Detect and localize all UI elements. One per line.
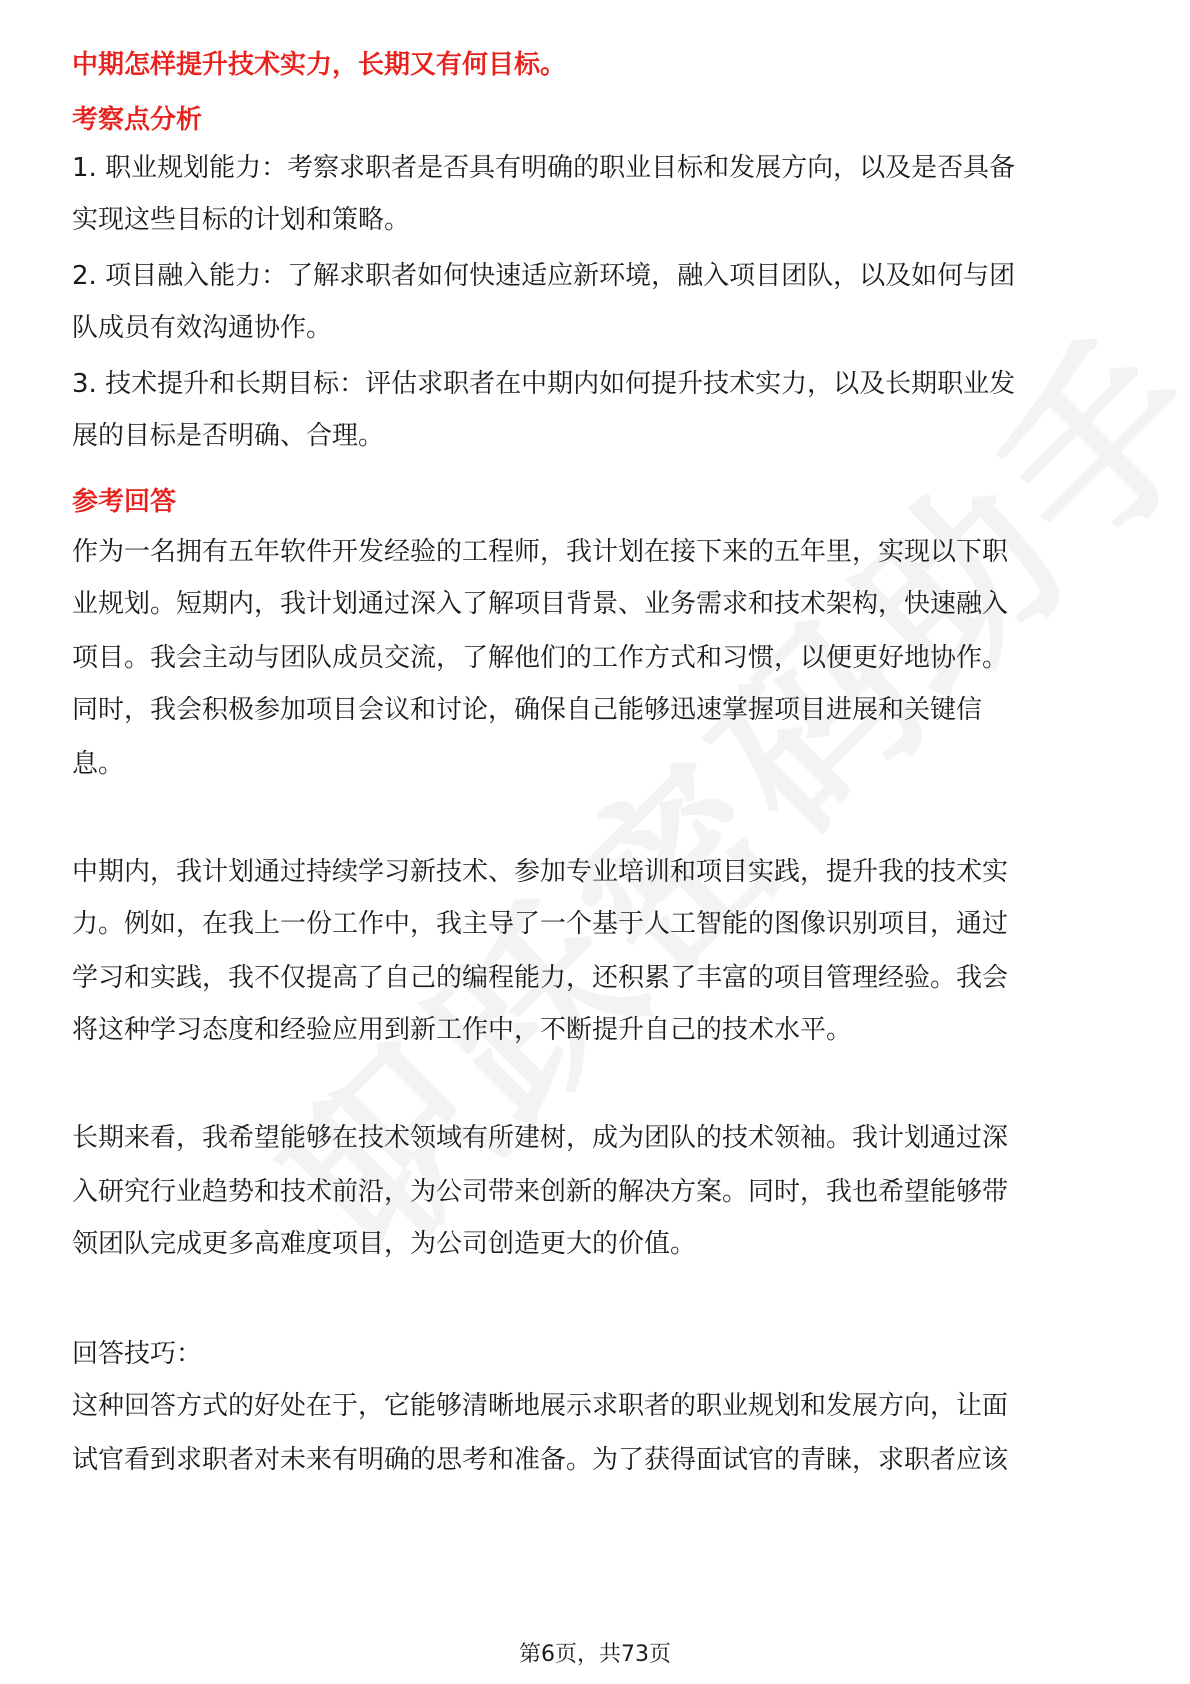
answer-paragraph-line: 中期内，我计划通过持续学习新技术、参加专业培训和项目实践，提升我的技术实 — [72, 857, 1009, 887]
analysis-line: 2. 项目融入能力：了解求职者如何快速适应新环境，融入项目团队，以及如何与团 — [72, 261, 1016, 291]
analysis-line: 实现这些目标的计划和策略。 — [72, 205, 411, 235]
answer-heading: 参考回答 — [72, 487, 177, 517]
analysis-line: 3. 技术提升和长期目标：评估求职者在中期内如何提升技术实力，以及长期职业发 — [72, 369, 1016, 399]
answer-paragraph-line: 业规划。短期内，我计划通过深入了解项目背景、业务需求和技术架构，快速融入 — [72, 589, 1009, 619]
answer-paragraph-line: 领团队完成更多高难度项目，为公司创造更大的价值。 — [72, 1229, 697, 1259]
tips-line: 试官看到求职者对未来有明确的思考和准备。为了获得面试官的青睐，求职者应该 — [72, 1445, 1009, 1475]
answer-paragraph-line: 作为一名拥有五年软件开发经验的工程师，我计划在接下来的五年里，实现以下职 — [72, 537, 1009, 567]
page-footer: 第6页，共73页 — [519, 1642, 671, 1667]
answer-paragraph-line: 力。例如，在我上一份工作中，我主导了一个基于人工智能的图像识别项目，通过 — [72, 909, 1009, 939]
answer-paragraph-line: 项目。我会主动与团队成员交流，了解他们的工作方式和习惯，以便更好地协作。 — [72, 643, 1009, 673]
answer-paragraph-line: 将这种学习态度和经验应用到新工作中，不断提升自己的技术水平。 — [72, 1015, 853, 1045]
answer-paragraph-line: 学习和实践，我不仅提高了自己的编程能力，还积累了丰富的项目管理经验。我会 — [72, 963, 1009, 993]
analysis-line: 1. 职业规划能力：考察求职者是否具有明确的职业目标和发展方向，以及是否具备 — [72, 153, 1016, 183]
answer-paragraph-line: 息。 — [72, 749, 125, 779]
answer-paragraph-line: 同时，我会积极参加项目会议和讨论，确保自己能够迅速掌握项目进展和关键信 — [72, 695, 983, 725]
analysis-line: 展的目标是否明确、合理。 — [72, 421, 385, 451]
answer-paragraph-line: 长期来看，我希望能够在技术领域有所建树，成为团队的技术领袖。我计划通过深 — [72, 1123, 1009, 1153]
tips-heading: 回答技巧： — [72, 1339, 203, 1369]
analysis-heading: 考察点分析 — [72, 105, 203, 135]
answer-paragraph-line: 入研究行业趋势和技术前沿，为公司带来创新的解决方案。同时，我也希望能够带 — [72, 1177, 1009, 1207]
tips-line: 这种回答方式的好处在于，它能够清晰地展示求职者的职业规划和发展方向，让面 — [72, 1391, 1009, 1421]
analysis-line: 队成员有效沟通协作。 — [72, 313, 333, 343]
question-tail: 中期怎样提升技术实力，长期又有何目标。 — [72, 50, 567, 80]
